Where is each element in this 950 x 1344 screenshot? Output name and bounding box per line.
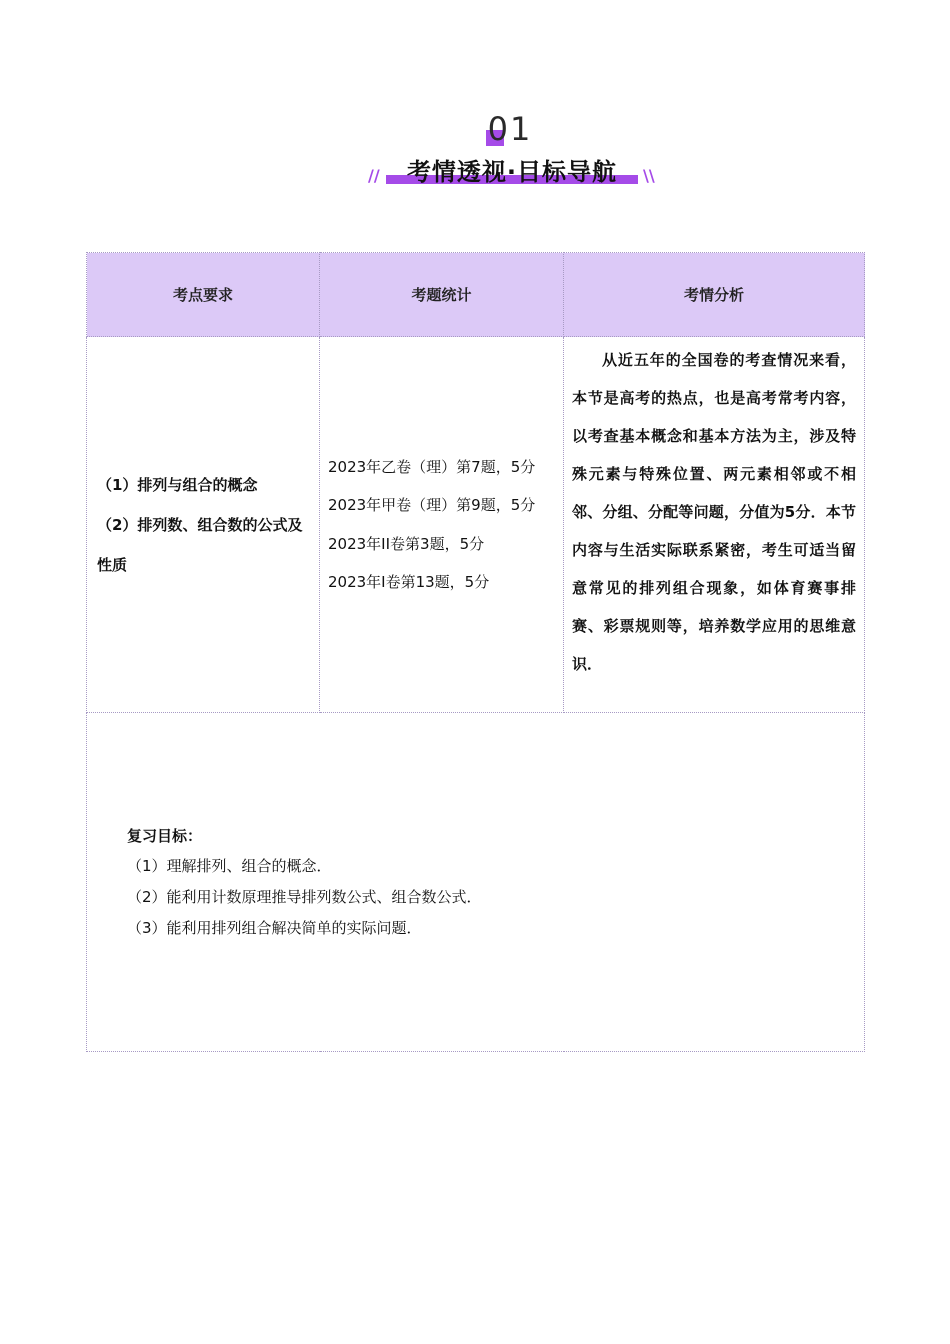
- analysis-text: 从近五年的全国卷的考查情况来看，本节是高考的热点，也是高考常考内容，以考查基本概念和基本方法为主，涉及特殊元素与特殊位置、两元素相邻或不相邻、分组、分配等问题，分值为5分．本节内容与生活实际联系紧密，考生可适当留意常见的排列组合现象，如体育赛事排赛、彩票规则等，培养数学应用的思维意识．: [572, 351, 856, 673]
- goal-item: （3）能利用排列组合解决简单的实际问题．: [127, 919, 422, 937]
- exam-overview-table: [86, 252, 865, 1052]
- requirements-cell: [87, 337, 320, 713]
- table-body-row: [87, 337, 865, 713]
- right-slashes-decoration: \\: [643, 166, 655, 185]
- stat-item: 2023年乙卷（理）第7题，5分: [328, 457, 536, 476]
- goal-item: （1）理解排列、组合的概念．: [127, 857, 332, 875]
- section-header: [0, 108, 950, 198]
- analysis-cell: [564, 337, 865, 713]
- goal-item: （2）能利用计数原理推导排列数公式、组合数公式．: [127, 888, 482, 906]
- statistics-cell: [320, 337, 564, 713]
- stat-item: 2023年甲卷（理）第9题，5分: [328, 496, 536, 514]
- stat-item: 2023年I卷第13题，5分: [328, 573, 490, 591]
- goals-cell: [87, 713, 865, 1052]
- left-slashes-decoration: //: [368, 166, 380, 185]
- requirement-item: （2）排列数、组合数的公式及性质: [97, 515, 303, 574]
- table-header-row: [87, 253, 865, 337]
- requirement-item: （1）排列与组合的概念: [97, 475, 258, 494]
- stat-item: 2023年II卷第3题，5分: [328, 534, 485, 553]
- header-statistics: 考题统计: [320, 253, 564, 337]
- header-requirements: 考点要求: [87, 253, 320, 337]
- section-number: 01: [487, 110, 533, 148]
- header-analysis: 考情分析: [564, 253, 865, 337]
- goals-title: 复习目标：: [127, 827, 203, 845]
- goals-row: [87, 713, 865, 1052]
- section-title: 考情透视·目标导航: [406, 158, 618, 186]
